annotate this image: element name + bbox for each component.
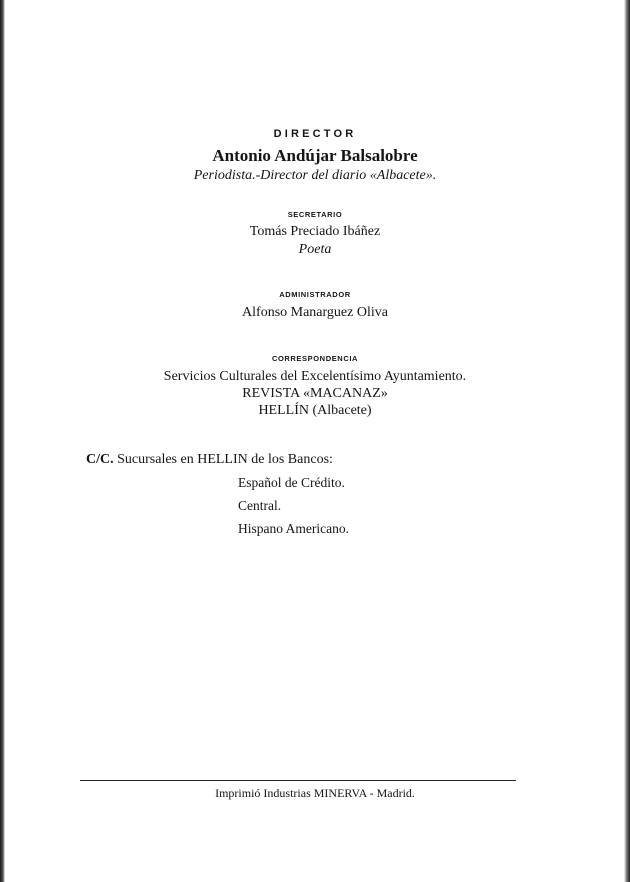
correspondencia-line-2: REVISTA «MACANAZ» bbox=[242, 386, 388, 401]
secretario-role: Poeta bbox=[298, 242, 332, 257]
director-label: DIRECTOR bbox=[273, 128, 357, 140]
printer-credit: Imprimió Industrias MINERVA - Madrid. bbox=[215, 786, 415, 800]
correspondencia-line-1: Servicios Culturales del Excelentísimo Ayuntamiento. bbox=[163, 369, 467, 384]
correspondencia-label: CORRESPONDENCIA bbox=[271, 354, 359, 363]
director-role: Periodista.-Director del diario «Albacete». bbox=[193, 168, 437, 183]
cuentas-text: Sucursales en HELLIN de los Bancos: bbox=[117, 452, 333, 467]
director-name: Antonio Andújar Balsalobre bbox=[212, 146, 418, 165]
secretario-name: Tomás Preciado Ibáñez bbox=[249, 224, 381, 239]
bank-item: Español de Crédito. bbox=[238, 475, 345, 490]
bank-item: Hispano Americano. bbox=[238, 521, 349, 536]
footer-rule bbox=[80, 780, 516, 781]
cuentas-line bbox=[86, 452, 333, 468]
correspondencia-line-3: HELLÍN (Albacete) bbox=[258, 403, 372, 418]
cuentas-prefix: C/C. bbox=[86, 452, 114, 467]
bank-item: Central. bbox=[238, 498, 282, 513]
secretario-label: SECRETARIO bbox=[287, 210, 343, 219]
administrador-name: Alfonso Manarguez Oliva bbox=[242, 305, 388, 320]
administrador-label: ADMINISTRADOR bbox=[279, 290, 351, 299]
